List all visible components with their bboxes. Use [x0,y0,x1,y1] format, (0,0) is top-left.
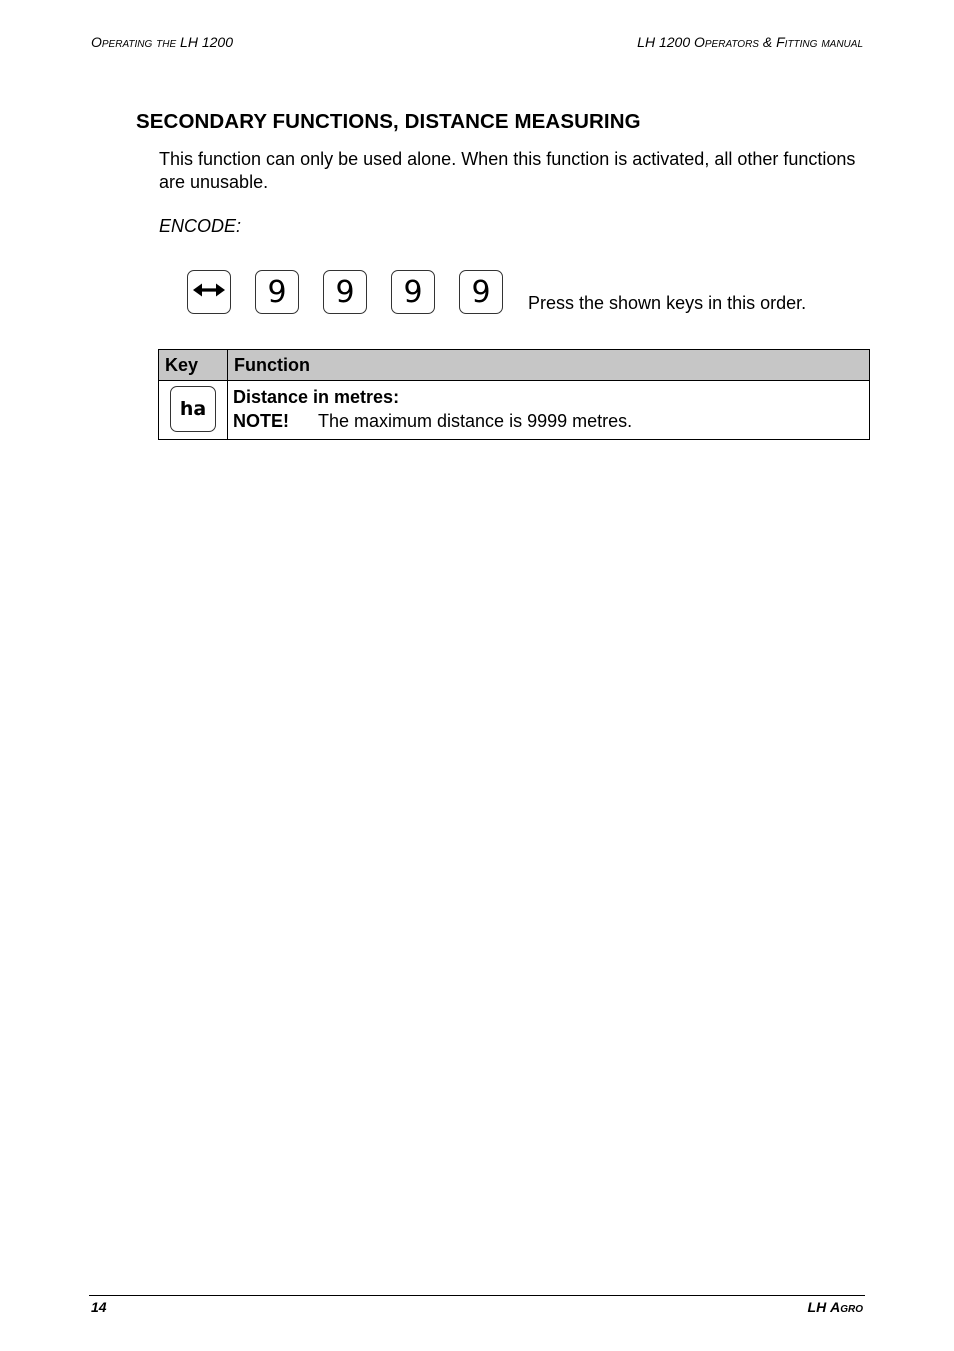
header-left-b: LH 1200 [180,34,233,50]
key-9-fourth [459,270,503,314]
encode-label: ENCODE: [159,216,242,236]
header-right-b: Operators [694,34,759,50]
note-text: The maximum distance is 9999 metres. [318,411,633,431]
header-left-a: Operating the [91,34,177,50]
running-header-left [91,34,233,50]
function-title: Distance in metres: [233,387,400,407]
table-header-row [159,350,870,381]
ha-key-label: ha [179,398,207,420]
key-instruction: Press the shown keys in this order. [528,293,807,313]
footer-brand-b: Agro [830,1299,863,1315]
footer-brand [808,1299,863,1315]
key-9-third [391,270,435,314]
table-row [159,381,870,440]
key-cell [159,381,228,440]
key-9-first [255,270,299,314]
header-right-a: LH 1200 [637,34,691,50]
key-9-second [323,270,367,314]
key-label: 9 [335,274,355,310]
header-function: Function [228,350,870,381]
footer-brand-a: LH [807,1299,827,1315]
header-key: Key [159,350,228,381]
function-note [233,409,869,433]
function-table [158,349,870,440]
function-cell [228,381,870,440]
page-number: 14 [91,1299,107,1315]
running-header-right [637,34,863,50]
key-label: 9 [403,274,423,310]
header-right-d: Fitting manual [776,34,863,50]
key-left-right-arrow [187,270,231,314]
footer-divider [89,1295,865,1296]
header-right-c: & [762,34,773,50]
key-label: 9 [471,274,491,310]
left-right-arrow-icon [193,282,225,303]
ha-key [170,386,216,432]
section-title: SECONDARY FUNCTIONS, DISTANCE MEASURING [136,110,641,133]
section-paragraph: This function can only be used alone. When this function is activated, all other functions are unusable. [159,149,856,192]
note-label: NOTE! [233,411,289,431]
key-label: 9 [267,274,287,310]
